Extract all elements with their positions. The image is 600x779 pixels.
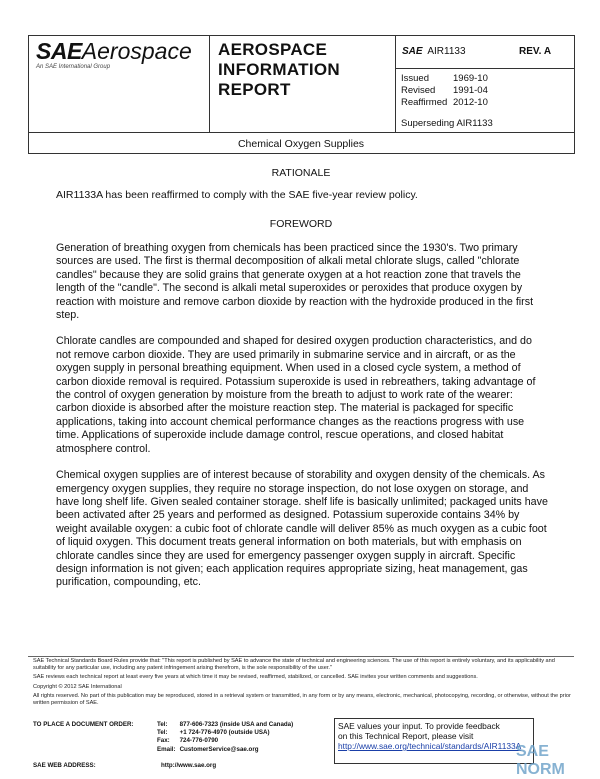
date-row [401, 73, 488, 85]
foreword-paragraph: Chlorate candles are compounded and shaped for desired oxygen production characteristics, and do not remove carbon dioxide. They are used primarily in submarine service and in aircraft, or as the oxygen supply in personal breathing equipment. When used in a closed cycle system, a method of carbon dioxide removal is required. Potassium superoxide is used in rebreathers, taking advantage of the control of oxygen generation by moisture from the breath to adjust to work rate of the wearer: carbon dioxide is absorbed after the moisture reaction step. The material is packaged for specific applications, taking into account chemical performance changes as the reactions progress with use time. Applications of superoxide include damage control, rescue operations, and closed habitat atmosphere control. [56, 335, 536, 455]
feedback-line: on this Technical Report, please visit [338, 731, 474, 741]
sae-norm-watermark: SAE NORM [516, 743, 565, 778]
contact-key: Email: [157, 745, 176, 753]
title-line: INFORMATION [218, 60, 340, 79]
rationale-heading: RATIONALE [271, 167, 331, 179]
docnum-rule [395, 68, 574, 69]
feedback-link[interactable]: http://www.sae.org/technical/standards/AIR1133A [338, 741, 522, 751]
footer-notices [33, 658, 571, 707]
contact-row [157, 746, 297, 754]
date-row [401, 85, 488, 97]
contact-key: Fax: [157, 737, 170, 745]
contact-value: +1 724-776-4970 (outside USA) [179, 729, 270, 737]
order-contacts [157, 721, 297, 754]
web-label: SAE WEB ADDRESS: [33, 762, 96, 769]
sae-aerospace-logo [36, 38, 192, 65]
date-value: 2012-10 [453, 97, 488, 108]
contact-key: Tel: [157, 729, 168, 737]
footer-review-note: SAE reviews each technical report at least every five years at which time it may be revised, reaffirmed, stabilized, or cancelled. SAE invites your written comments and suggestions. [33, 674, 478, 681]
contact-row [157, 721, 297, 729]
header-divider-1 [209, 35, 210, 132]
contact-row [157, 729, 297, 737]
footer-rule [28, 656, 574, 657]
doc-sae-mark: SAE [402, 46, 423, 57]
logo-sae-text: SAE [36, 38, 82, 64]
header-divider-2 [395, 35, 396, 132]
contact-value: 724-776-0790 [179, 737, 219, 745]
rationale-text: AIR1133A has been reaffirmed to comply with the SAE five-year review policy. [56, 189, 418, 201]
revision-label: REV. A [519, 46, 552, 57]
date-label: Revised [401, 85, 436, 96]
date-value: 1991-04 [453, 85, 488, 96]
web-address-link[interactable]: http://www.sae.org [161, 762, 217, 769]
order-label: TO PLACE A DOCUMENT ORDER: [33, 721, 134, 728]
logo-aerospace-text: Aerospace [81, 38, 192, 64]
document-number [402, 46, 466, 57]
foreword-body [56, 242, 548, 590]
document-subject: Chemical Oxygen Supplies [237, 138, 365, 150]
foreword-paragraph: Chemical oxygen supplies are of interest because of storability and oxygen density of the chemicals. As emergency oxygen supplies, they require no storage inspection, do not lose oxygen on storage, and have long shelf life. Given sealed container storage. shelf life is basically unlimited; packaged units have been activated after 25 years and performed as designed. Potassium superoxide contains 34% by weight available oxygen: a cubic foot of chlorate candle will deliver 85% as much oxygen as a cubic foot of liquid oxygen. This document treats general information on both materials, but with emphasis on chlorate candles since they are used for emergency passenger oxygen supply in aircraft. Specific design information is not given; each application requires appropriate sizing, heat management, gas purification, compounding, etc. [56, 469, 548, 589]
contact-value[interactable]: CustomerService@sae.org [179, 745, 259, 753]
title-line: REPORT [218, 80, 291, 99]
date-value: 1969-10 [453, 73, 488, 84]
footer-copyright: Copyright © 2012 SAE International [33, 683, 122, 690]
date-label: Issued [401, 73, 429, 84]
title-line: AEROSPACE [218, 40, 328, 59]
date-label: Reaffirmed [401, 97, 448, 108]
feedback-line: SAE values your input. To provide feedback [338, 721, 500, 731]
date-row [401, 97, 488, 109]
contact-value: 877-606-7323 (inside USA and Canada) [179, 721, 294, 728]
footer-rights: All rights reserved. No part of this publication may be reproduced, stored in a retrieval system or transmitted, in any form or by any means, electronic, mechanical, photocopying, recording, or otherwise, without the prior written permission of SAE. [33, 692, 571, 707]
dates-table [401, 73, 488, 109]
foreword-paragraph: Generation of breathing oxygen from chemicals has been practiced since the 1930's. Two primary sources are used. The first is thermal decomposition of alkali metal chlorate slugs, called "chlorate candles" because they are solid grains that generate oxygen at a hot reaction zone that travels the length of the "candle". The second is alkali metal superoxides or peroxides that produce oxygen by reaction with moisture and remove carbon dioxide by reaction with the hydroxide produced in the first step. [56, 242, 534, 322]
superseding-note: Superseding AIR1133 [401, 118, 493, 129]
feedback-box [334, 718, 534, 764]
contact-key: Tel: [157, 721, 168, 728]
foreword-heading: FOREWORD [269, 218, 333, 230]
doc-number-text: AIR1133 [427, 46, 466, 57]
footer-board-rules: SAE Technical Standards Board Rules provide that: "This report is published by SAE to advance the state of technical and engineering sciences. The use of this report is entirely voluntary, and its applicability and suitability for any particular use, including any patent infringement arising therefrom, is the sole responsibility of the user." [33, 658, 555, 672]
contact-row [157, 737, 297, 745]
logo-subtitle: An SAE International Group [36, 64, 111, 70]
header-rule [28, 132, 574, 133]
document-type-title [218, 40, 340, 100]
